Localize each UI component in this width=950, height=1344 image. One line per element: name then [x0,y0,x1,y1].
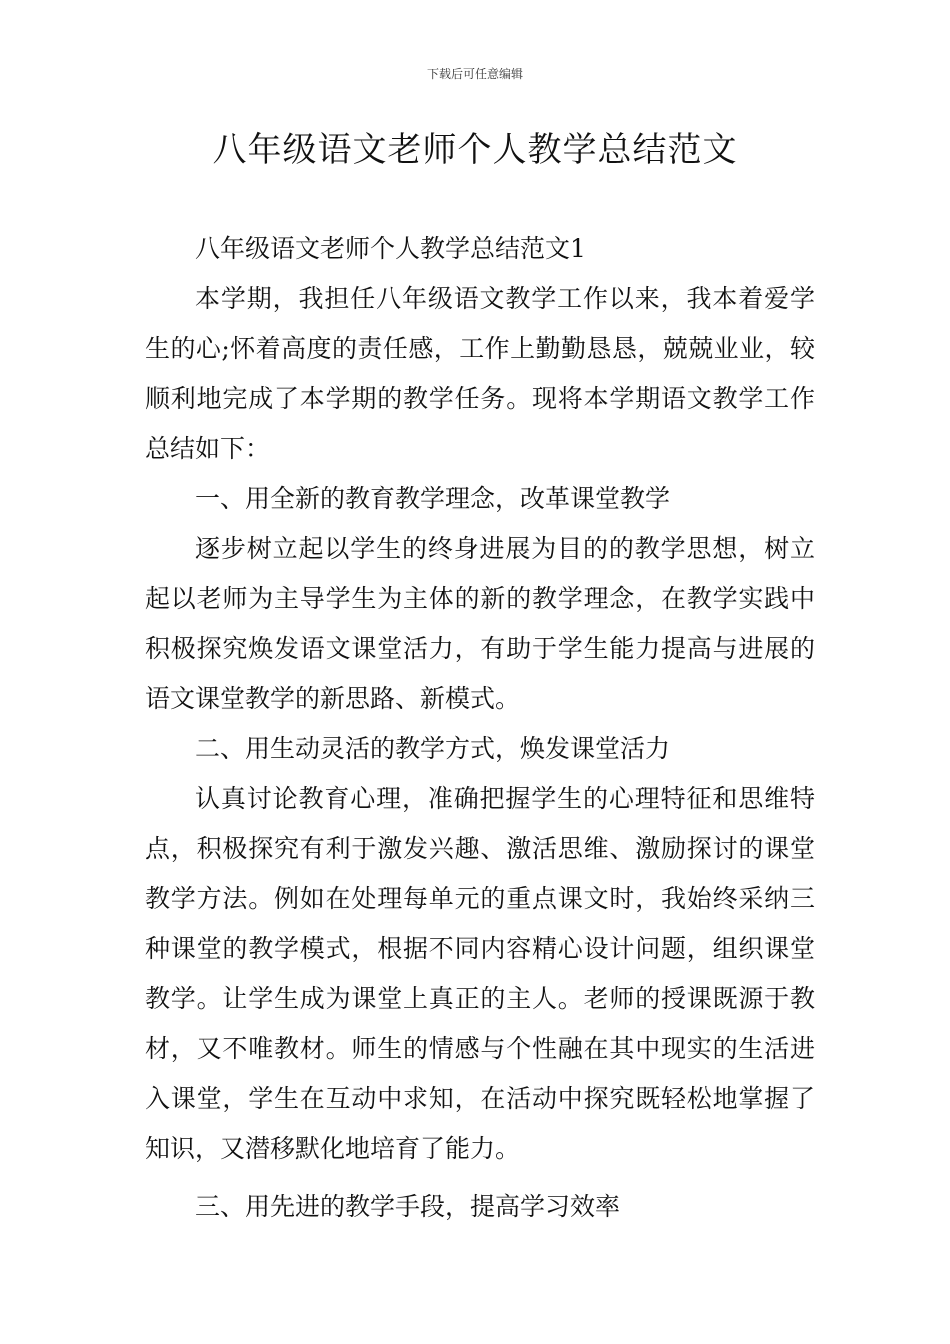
subheading-3: 三、用先进的教学手段，提高学习效率 [195,1192,621,1221]
subheading-2: 二、用生动灵活的教学方式，焕发课堂活力 [195,734,671,763]
document-body [145,224,815,1232]
paragraph-intro: 本学期，我担任八年级语文教学工作以来，我本着爱学生的心;怀着高度的责任感，工作上勤勤恳恳，兢兢业业，较顺利地完成了本学期的教学任务。现将本学期语文教学工作总结如下： [145,284,815,463]
paragraph-2: 认真讨论教育心理，准确把握学生的心理特征和思维特点，积极探究有利于激发兴趣、激活思维、激励探讨的课堂教学方法。例如在处理每单元的重点课文时，我始终采纳三种课堂的教学模式，根据不同内容精心设计问题，组织课堂教学。让学生成为课堂上真正的主人。老师的授课既源于教材，又不唯教材。师生的情感与个性融在其中现实的生活进入课堂，学生在互动中求知，在活动中探究既轻松地掌握了知识，又潜移默化地培育了能力。 [145,784,815,1163]
paragraph-1: 逐步树立起以学生的终身进展为目的的教学思想，树立起以老师为主导学生为主体的新的教学理念，在教学实践中积极探究焕发语文课堂活力，有助于学生能力提高与进展的语文课堂教学的新思路、新模式。 [145,534,815,713]
section-heading-1: 八年级语文老师个人教学总结范文1 [195,234,586,263]
document-title: 八年级语文老师个人教学总结范文 [212,130,738,170]
header-note: 下载后可任意编辑 [426,67,523,81]
subheading-1: 一、用全新的教育教学理念，改革课堂教学 [195,484,671,513]
